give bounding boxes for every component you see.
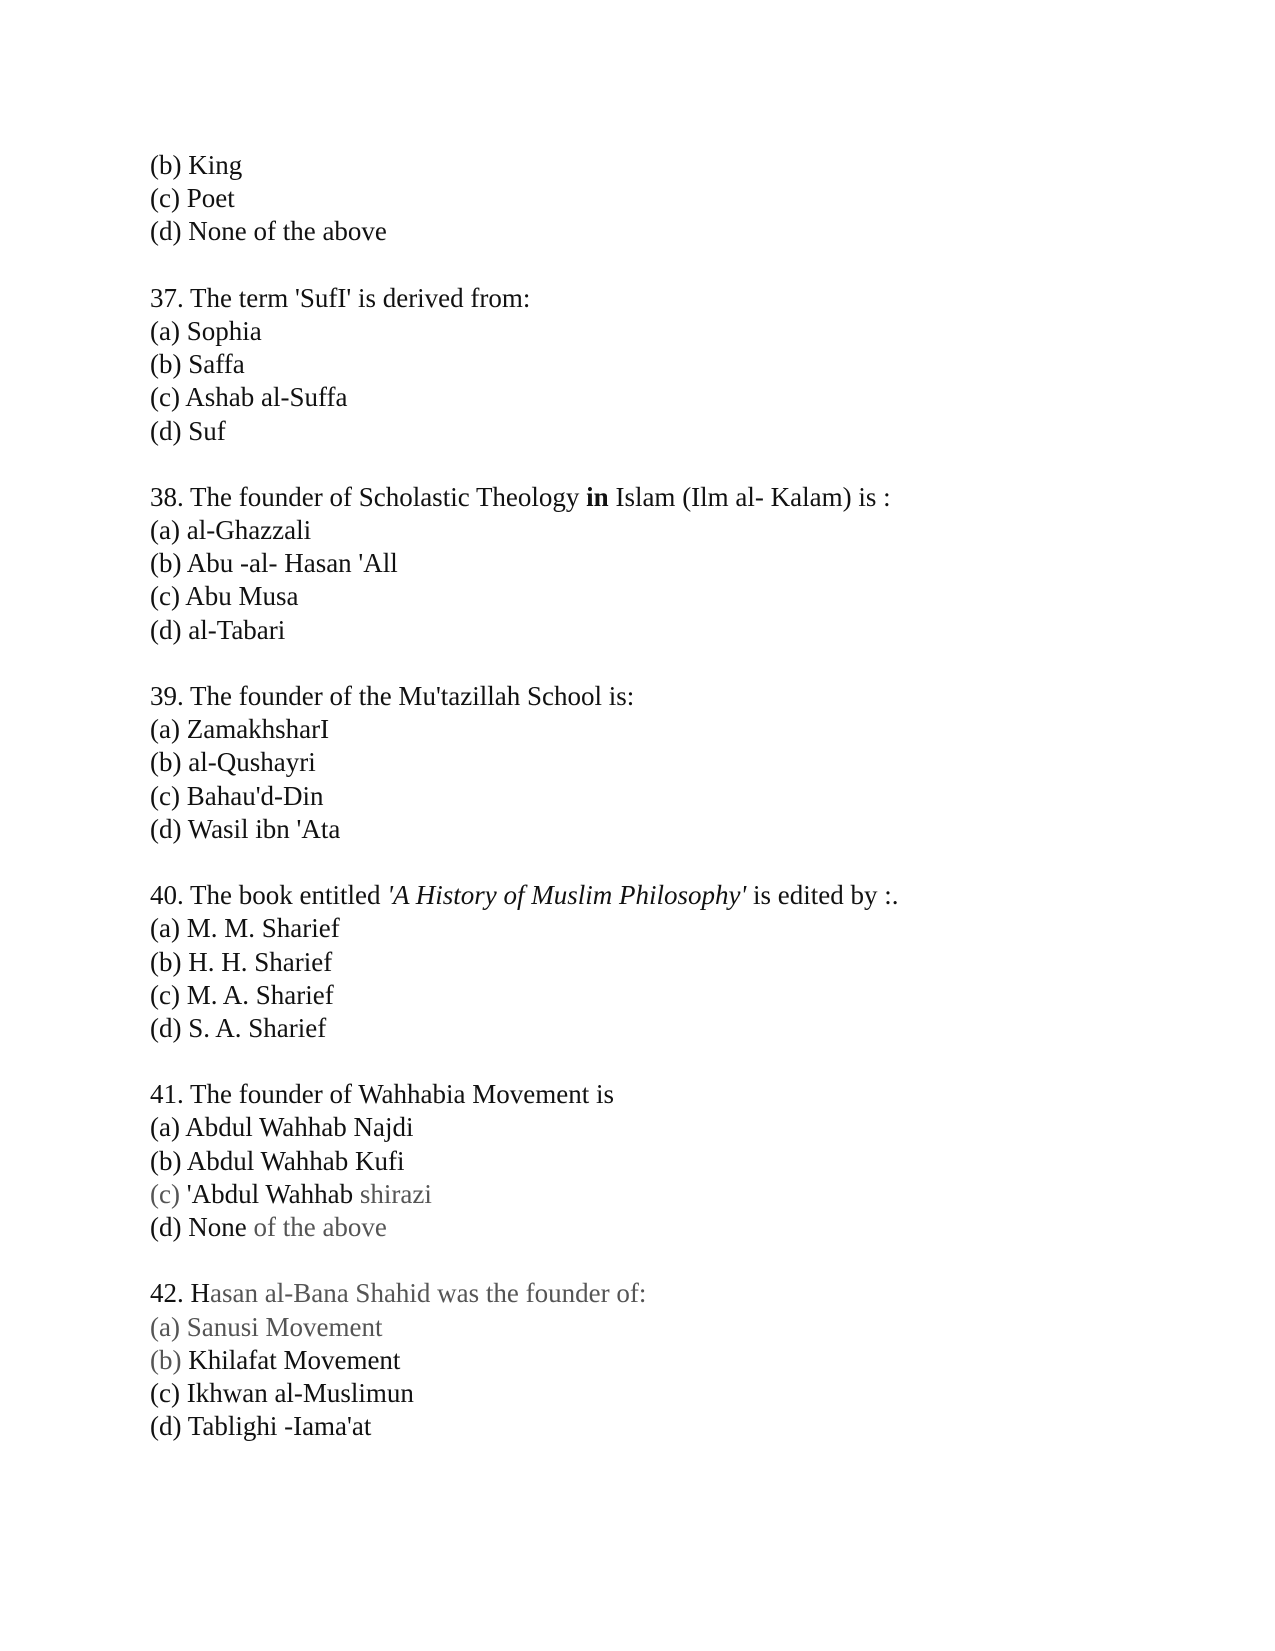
option-b: (b) al-Qushayri xyxy=(150,747,316,778)
question-37 xyxy=(150,282,1150,448)
option-d: (d) Wasil ibn 'Ata xyxy=(150,813,341,844)
question-text: 40. The book entitled 'A History of Muslim Philosophy' is edited by :. xyxy=(150,880,899,911)
option-b: (b) Khilafat Movement xyxy=(150,1344,401,1375)
option-a: (a) M. M. Sharief xyxy=(150,913,340,944)
option-c: (c) M. A. Sharief xyxy=(150,979,334,1010)
question-42 xyxy=(150,1277,1150,1443)
question-36-continued xyxy=(150,149,1150,249)
option-d: (d) None of the above xyxy=(150,1212,387,1242)
option-d: (d) S. A. Sharief xyxy=(150,1012,327,1043)
option-c: (c) Abu Musa xyxy=(150,581,299,612)
option-d: (d) Suf xyxy=(150,415,226,446)
question-text: 41. The founder of Wahhabia Movement is xyxy=(150,1079,614,1110)
option-c: (c) Poet xyxy=(150,183,235,214)
option-b: (b) King xyxy=(150,150,243,180)
question-text: 38. The founder of Scholastic Theology in Islam (Ilm al- Kalam) is : xyxy=(150,481,891,512)
document-page xyxy=(150,149,1150,1443)
question-text: 39. The founder of the Mu'tazillah School is: xyxy=(150,681,635,711)
option-d: (d) Tablighi -Iama'at xyxy=(150,1411,372,1442)
option-b: (b) H. H. Sharief xyxy=(150,946,333,977)
option-c: (c) Ashab al-Suffa xyxy=(150,382,348,413)
option-a: (a) Sanusi Movement xyxy=(150,1311,383,1342)
option-c: (c) Ikhwan al-Muslimun xyxy=(150,1377,414,1408)
question-text: 42. Hasan al-Bana Shahid was the founder of: xyxy=(150,1278,647,1309)
question-40 xyxy=(150,879,1150,1045)
question-text: 37. The term 'SufI' is derived from: xyxy=(150,282,531,313)
option-a: (a) ZamakhsharI xyxy=(150,714,330,745)
option-c: (c) Bahau'd-Din xyxy=(150,780,324,811)
option-c: (c) 'Abdul Wahhab shirazi xyxy=(150,1178,432,1209)
option-b: (b) Saffa xyxy=(150,349,245,380)
option-b: (b) Abdul Wahhab Kufi xyxy=(150,1145,405,1176)
question-39 xyxy=(150,680,1150,846)
option-d: (d) None of the above xyxy=(150,216,387,247)
option-b: (b) Abu -al- Hasan 'All xyxy=(150,548,398,579)
option-a: (a) Abdul Wahhab Najdi xyxy=(150,1112,414,1143)
question-38 xyxy=(150,481,1150,647)
question-41 xyxy=(150,1078,1150,1244)
option-d: (d) al-Tabari xyxy=(150,614,286,645)
option-a: (a) Sophia xyxy=(150,315,262,346)
option-a: (a) al-Ghazzali xyxy=(150,515,312,546)
